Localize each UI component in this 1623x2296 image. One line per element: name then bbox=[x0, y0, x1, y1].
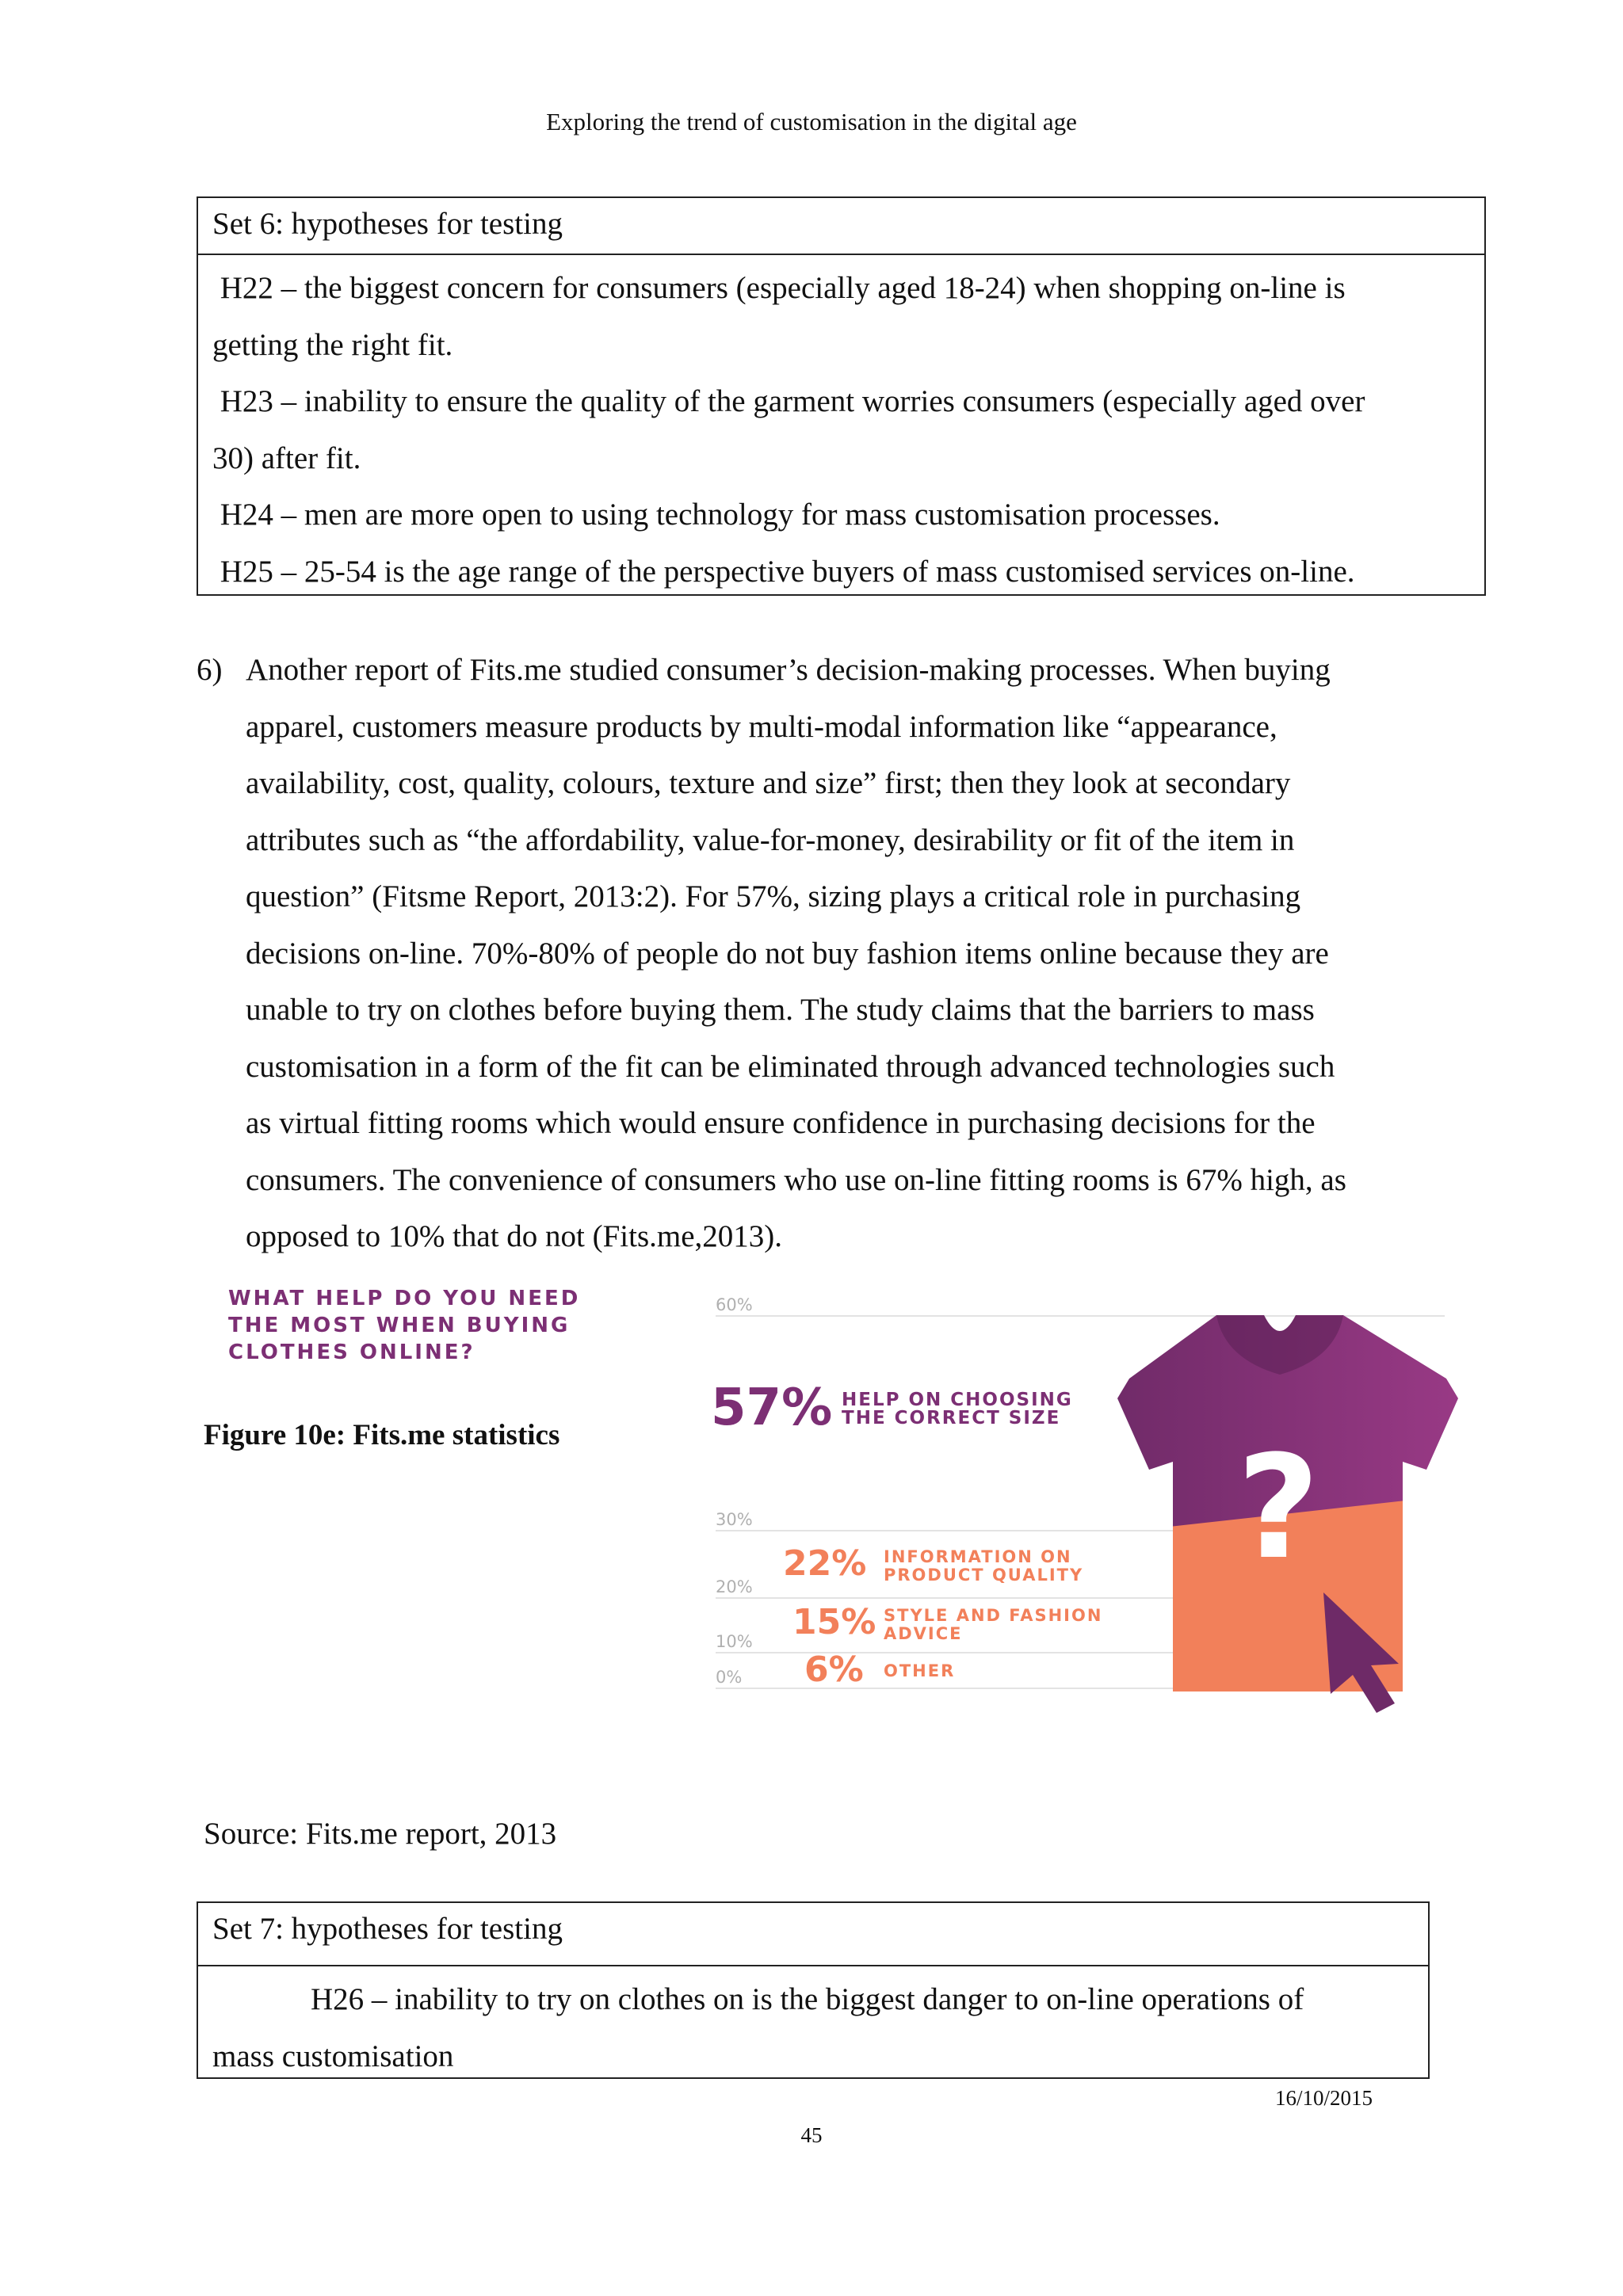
axis-tick-20: 20% bbox=[716, 1577, 753, 1596]
hypothesis-line: H24 – men are more open to using technology for mass customisation processes. bbox=[212, 498, 1220, 532]
paragraph-line: availability, cost, quality, colours, texture and size” first; then they look at secondary bbox=[246, 766, 1291, 800]
category-label-other bbox=[884, 1662, 955, 1680]
list-number: 6) bbox=[197, 653, 223, 687]
paragraph-line: question” (Fitsme Report, 2013:2). For 57%, sizing plays a critical role in purchasing bbox=[246, 879, 1301, 913]
figure-source: Source: Fits.me report, 2013 bbox=[204, 1817, 557, 1851]
hypothesis-line: 30) after fit. bbox=[212, 441, 361, 475]
page-number: 45 bbox=[800, 2123, 823, 2147]
value-label-style: 15% bbox=[792, 1602, 876, 1642]
category-label-style bbox=[884, 1607, 1102, 1643]
question-line: WHAT HELP DO YOU NEED bbox=[228, 1287, 581, 1310]
value-label-size: 57% bbox=[711, 1379, 833, 1437]
axis-tick-10: 10% bbox=[716, 1632, 753, 1651]
hypothesis-line: H22 – the biggest concern for consumers (especially aged 18-24) when shopping on-line is bbox=[212, 271, 1346, 305]
value-label-other: 6% bbox=[804, 1650, 864, 1690]
paragraph-line: consumers. The convenience of consumers who use on-line fitting rooms is 67% high, as bbox=[246, 1162, 1346, 1197]
category-label-line: INFORMATION ON bbox=[884, 1547, 1072, 1566]
paragraph-line: unable to try on clothes before buying them. The study claims that the barriers to mass bbox=[246, 993, 1315, 1027]
category-label-line: THE CORRECT SIZE bbox=[842, 1408, 1061, 1428]
hypothesis-line: H26 – inability to try on clothes on is the biggest danger to on-line operations of bbox=[311, 1982, 1304, 2016]
paragraph-line: apparel, customers measure products by multi-modal information like “appearance, bbox=[246, 709, 1277, 744]
paragraph-line: Another report of Fits.me studied consumer’s decision-making processes. When buying bbox=[246, 653, 1331, 687]
paragraph-line: attributes such as “the affordability, value-for-money, desirability or fit of the item in bbox=[246, 822, 1295, 857]
axis-tick-60: 60% bbox=[716, 1295, 753, 1314]
paragraph-line: decisions on-line. 70%-80% of people do not buy fashion items online because they are bbox=[246, 936, 1329, 971]
table-heading: Set 6: hypotheses for testing bbox=[198, 198, 1484, 255]
paragraph-text bbox=[246, 642, 1450, 1265]
footer-date: 16/10/2015 bbox=[1275, 2086, 1373, 2110]
axis-tick-0: 0% bbox=[716, 1668, 743, 1687]
question-mark-icon: ? bbox=[1236, 1425, 1320, 1591]
category-label-line: PRODUCT QUALITY bbox=[884, 1566, 1084, 1585]
category-label-line: ADVICE bbox=[884, 1624, 963, 1643]
hypothesis-line: H25 – 25-54 is the age range of the perspective buyers of mass customised services on-line. bbox=[212, 554, 1355, 589]
page-header: Exploring the trend of customisation in the digital age bbox=[546, 108, 1077, 135]
hypothesis-line: mass customisation bbox=[212, 2039, 454, 2073]
tshirt-illustration bbox=[1098, 1299, 1470, 1727]
table-body bbox=[198, 255, 1484, 600]
category-label-size bbox=[842, 1391, 1073, 1428]
paragraph-line: opposed to 10% that do not (Fits.me,2013). bbox=[246, 1219, 783, 1253]
paragraph-line: customisation in a form of the fit can be eliminated through advanced technologies such bbox=[246, 1049, 1335, 1084]
value-label-quality: 22% bbox=[783, 1543, 867, 1584]
category-label-quality bbox=[884, 1548, 1083, 1585]
category-label-line: STYLE AND FASHION bbox=[884, 1606, 1103, 1625]
hypotheses-table-set6 bbox=[197, 196, 1486, 596]
paragraph-line: as virtual fitting rooms which would ensure confidence in purchasing decisions for the bbox=[246, 1106, 1316, 1140]
category-label-line: HELP ON CHOOSING bbox=[842, 1390, 1073, 1410]
table-heading: Set 7: hypotheses for testing bbox=[198, 1903, 1428, 1966]
question-line: CLOTHES ONLINE? bbox=[228, 1341, 475, 1364]
figure-caption: Figure 10e: Fits.me statistics bbox=[204, 1419, 560, 1451]
hypotheses-table-set7 bbox=[197, 1901, 1430, 2079]
question-line: THE MOST WHEN BUYING bbox=[228, 1314, 571, 1337]
infographic-question bbox=[228, 1285, 580, 1366]
axis-tick-30: 30% bbox=[716, 1510, 753, 1529]
hypothesis-line: getting the right fit. bbox=[212, 327, 453, 362]
category-label-line: OTHER bbox=[884, 1661, 956, 1680]
table-body bbox=[198, 1966, 1428, 2084]
hypothesis-line: H23 – inability to ensure the quality of the garment worries consumers (especially aged over bbox=[212, 384, 1365, 418]
